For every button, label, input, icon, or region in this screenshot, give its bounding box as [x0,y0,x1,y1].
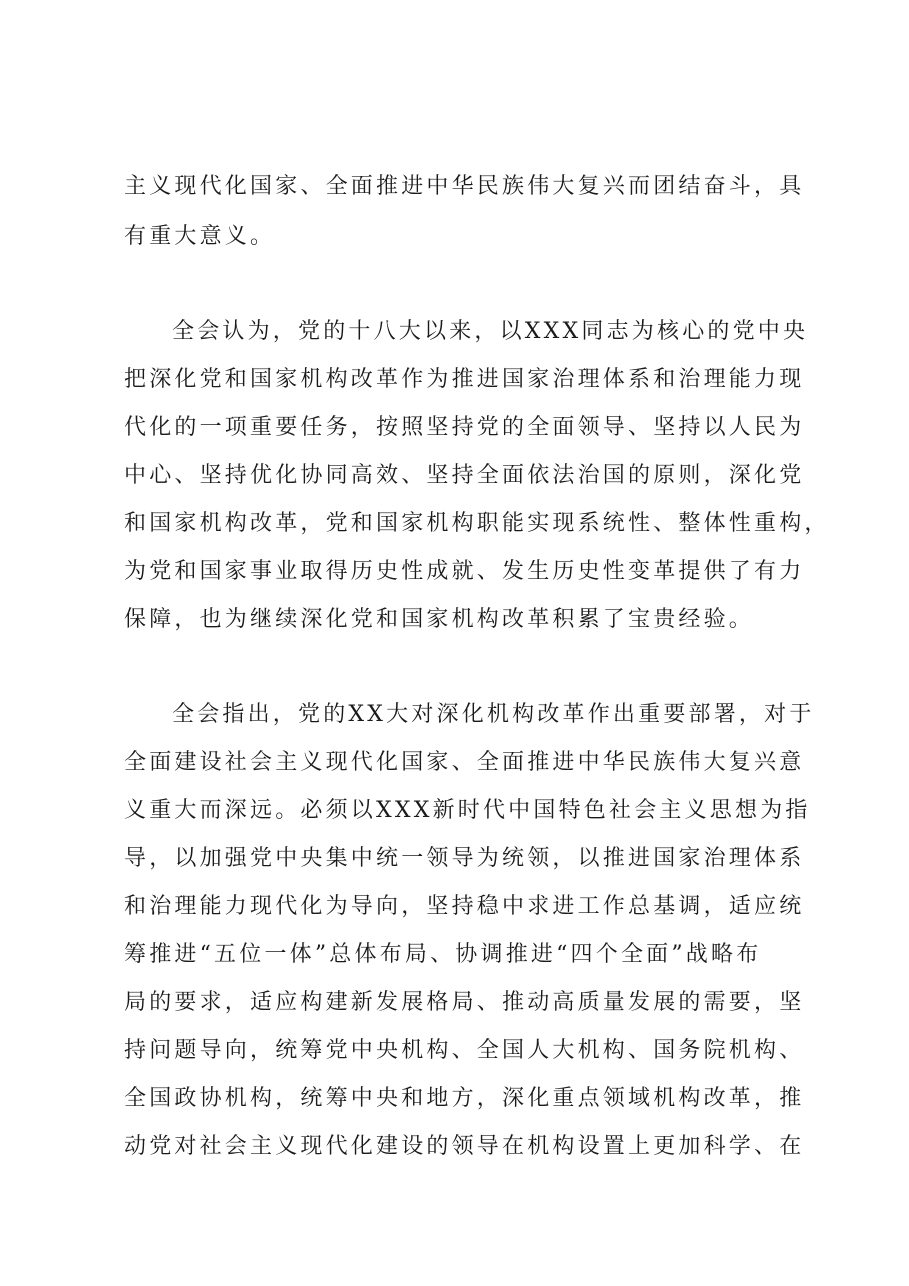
paragraph-2-line-5: 和国家机构改革，党和国家机构职能实现系统性、整体性重构， [124,511,830,536]
paragraph-2-line-7: 保障，也为继续深化党和国家机构改革积累了宝贵经验。 [124,607,755,632]
paragraph-3-line-2: 全面建设社会主义现代化国家、全面推进中华民族伟大复兴意 [124,750,805,775]
paragraph-2-line-4: 中心、坚持优化协同高效、坚持全面依法治国的原则，深化党 [124,463,805,488]
paragraph-3-line-10: 动党对社会主义现代化建设的领导在机构设置上更加科学、在 [124,1134,805,1159]
paragraph-2-line-6: 为党和国家事业取得历史性成就、发生历史性变革提供了有力 [124,559,805,584]
paragraph-1-line-1: 主义现代化国家、全面推进中华民族伟大复兴而团结奋斗，具 [124,174,805,199]
paragraph-3-line-8: 持问题导向，统筹党中央机构、全国人大机构、国务院机构、 [124,1038,805,1063]
paragraph-2-line-1: 全会认为，党的十八大以来，以XXX同志为核心的党中央 [172,319,809,344]
paragraph-1-line-2: 有重大意义。 [124,224,276,249]
paragraph-2-line-2: 把深化党和国家机构改革作为推进国家治理体系和治理能力现 [124,367,805,392]
paragraph-3-line-9: 全国政协机构，统筹中央和地方，深化重点领域机构改革，推 [124,1086,805,1111]
paragraph-3-line-1: 全会指出，党的XX大对深化机构改革作出重要部署，对于 [172,702,815,727]
paragraph-3-line-5: 和治理能力现代化为导向，坚持稳中求进工作总基调，适应统 [124,894,805,919]
paragraph-3-line-6: 筹推进“五位一体”总体布局、协调推进“四个全面”战略布 [124,942,762,967]
paragraph-3-line-3: 义重大而深远。必须以XXX新时代中国特色社会主义思想为指 [124,798,811,823]
paragraph-3-line-4: 导，以加强党中央集中统一领导为统领，以推进国家治理体系 [124,846,805,871]
paragraph-2-line-3: 代化的一项重要任务，按照坚持党的全面领导、坚持以人民为 [124,415,805,440]
paragraph-3-line-7: 局的要求，适应构建新发展格局、推动高质量发展的需要，坚 [124,990,805,1015]
